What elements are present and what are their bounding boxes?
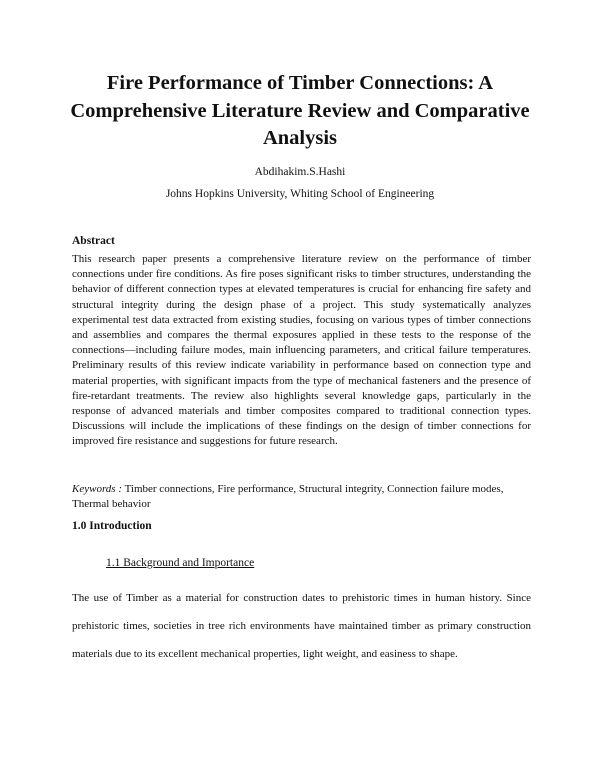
abstract-heading: Abstract: [72, 235, 115, 247]
subsection-heading-background: 1.1 Background and Importance: [106, 557, 255, 569]
keywords-text: Timber connections, Fire performance, Structural integrity, Connection failure modes, Thermal behavior: [72, 483, 504, 511]
keywords-label: Keywords :: [72, 483, 123, 495]
author-affiliation: Johns Hopkins University, Whiting School of Engineering: [165, 188, 435, 200]
abstract-text: This research paper presents a comprehensive literature review on the performance of timber connections under fire conditions. As fire poses significant risks to timber structures, understanding the behavior of different connection types at elevated temperatures is crucial for enhancing fire safety and structural integrity during the design phase of a project. This study systematically analyzes experimental test data extracted from existing studies, focusing on various types of timber connections and assemblies and compares the thermal exposures applied in these tests to the response of the connections—including failure modes, main influencing parameters, and critical failure temperatures. Preliminary results of this review indicate variability in performance based on connection type and material properties, with significant impacts from the type of mechanical fasteners and the presence of fire-retardant treatments. The review also highlights several knowledge gaps, particularly in the response of advanced materials and timber composites compared to traditional connection types. Discussions will include the implications of these findings on the design of timber connections for improved fire resistance and suggestions for future research.: [72, 253, 531, 448]
keywords-line: [72, 482, 532, 512]
introduction-paragraph: The use of Timber as a material for construction dates to prehistoric times in human history. Since prehistoric times, societies in tree rich environments have maintained timber as primary construction materials due to its excellent mechanical properties, light weight, and easiness to shape.: [72, 592, 531, 660]
paper-title: Fire Performance of Timber Connections: A Comprehensive Literature Review and Comparative Analysis: [70, 72, 530, 149]
author-name: Abdihakim.S.Hashi: [254, 166, 346, 178]
section-heading-introduction: 1.0 Introduction: [72, 520, 152, 532]
